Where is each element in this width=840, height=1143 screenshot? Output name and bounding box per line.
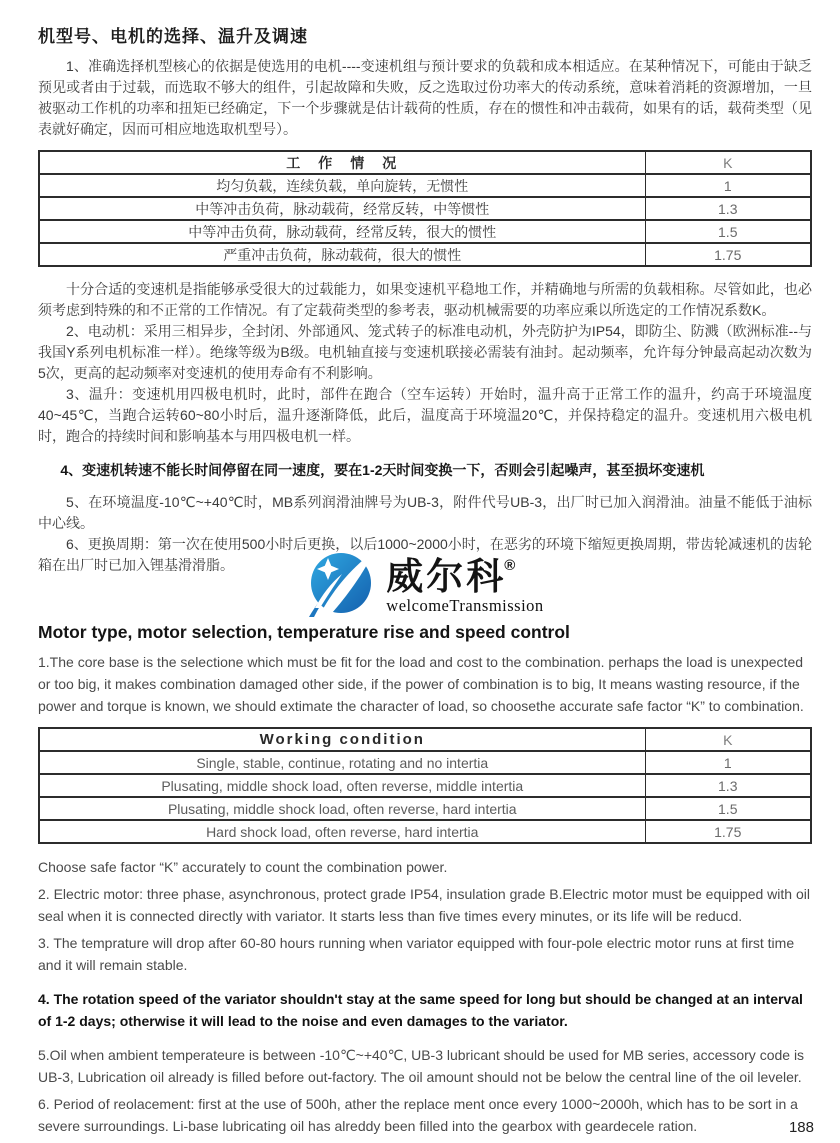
cn-condition-cell: 中等冲击负荷，脉动载荷，经常反转，中等惯性 [39, 197, 645, 220]
brand-logo-swoosh-icon [306, 550, 380, 618]
cn-paragraph-2: 十分合适的变速机是指能够承受很大的过载能力，如果变速机平稳地工作，并精确地与所需的负载相称。尽管如此，也必须考虑到特殊的和不正常的工作情况。有了定载荷类型的参考表，驱动机械需要的功率应乘以所选定的工作情况系数K。 [38, 281, 812, 318]
cn-table-header-row [39, 151, 811, 174]
cn-paragraph-3: 2、电动机：采用三相异步，全封闭、外部通风、笼式转子的标准电动机，外壳防护为IP54，即防尘、防溅（欧洲标准--与我国Y系列电机标准一样）。绝缘等级为B级。电机轴直接与变速机联接必需装有油封。起动频率，允许每分钟最高起动次数为5次，更高的起动频率对变速机的使用寿命有不利影响。 [38, 323, 812, 381]
brand-logo [306, 550, 543, 618]
table-row [39, 774, 811, 797]
brand-name-characters: 威尔科 [386, 556, 507, 597]
brand-name [386, 558, 543, 595]
en-paragraph-7: 6. Period of reolacement: first at the use of 500h, ather the replace ment once every 1000~2000h, which has to be sort in a severe surroundings. Li-base lubricating oil has alreddy been filled into the gearbox with geardecele ration. [38, 1096, 798, 1134]
cn-paragraph-7: 6、更换周期：第一次在使用500小时后更换，以后1000~2000小时，在恶劣的环境下缩短更换周期，带齿轮减速机的齿轮箱在出厂时已加入锂基滑滑脂。 [38, 536, 812, 573]
cn-k-cell: 1.75 [645, 243, 811, 266]
cn-condition-cell: 均匀负载，连续负载，单向旋转，无惯性 [39, 174, 645, 197]
table-row [39, 197, 811, 220]
en-condition-cell: Hard shock load, often reverse, hard intertia [39, 820, 645, 843]
en-paragraph-5-bold: 4. The rotation speed of the variator shouldn't stay at the same speed for long but should be changed at an interval of 1-2 days; otherwise it will lead to the noise and even damages to the variator. [38, 991, 803, 1029]
en-paragraph-6: 5.Oil when ambient temperateure is between -10℃~+40℃, UB-3 lubricant should be used for MB series, accessory code is UB-3, Lubrication oil already is filled before out-factory. The oil amount should not be below the central line of the oil leveler. [38, 1047, 805, 1085]
cn-k-cell: 1.5 [645, 220, 811, 243]
cn-condition-cell: 中等冲击负荷，脉动载荷，经常反转，很大的惯性 [39, 220, 645, 243]
en-section-title: Motor type, motor selection, temperature rise and speed control [38, 622, 570, 642]
brand-subtitle: welcomeTransmission [386, 596, 544, 615]
table-row [39, 751, 811, 774]
en-k-cell: 1.5 [645, 797, 811, 820]
cn-condition-cell: 严重冲击负荷，脉动载荷，很大的惯性 [39, 243, 645, 266]
cn-table-header-condition: 工 作 情 况 [39, 151, 645, 174]
cn-working-condition-table [38, 150, 812, 267]
en-paragraph-1: 1.The core base is the selectione which must be fit for the load and cost to the combination. perhaps the load is unexpected or too big, it makes combination damaged other side, if the power of combination is to big, It means wasting resource, if the power and torque is known, we should extimate the character of load, so choosethe accurate safe factor “K” to combination. [38, 654, 804, 714]
table-row [39, 220, 811, 243]
cn-paragraph-1: 1、准确选择机型核心的依据是使选用的电机----变速机组与预计要求的负载和成本相适应。在某种情况下，可能由于缺乏预见或者由于过载，而选取不够大的组件，引起故障和失败，反之选取过份功率大的传动系统，意味着消耗的资源增加，一旦被驱动工作机的功率和扭矩已经确定，下一个步骤就是估计载荷的性质，存在的惯性和冲击载荷，如果有的话，载荷类型（见表就好确定，因而可相应地选取机型号）。 [38, 58, 812, 137]
cn-paragraph-6: 5、在环境温度-10℃~+40℃时，MB系列润滑油牌号为UB-3，附件代号UB-3，出厂时已加入润滑油。油量不能低于油标中心线。 [38, 494, 812, 531]
en-k-cell: 1 [645, 751, 811, 774]
en-k-cell: 1.75 [645, 820, 811, 843]
en-k-cell: 1.3 [645, 774, 811, 797]
table-row [39, 820, 811, 843]
registered-trademark-symbol: ® [504, 556, 516, 574]
cn-paragraph-4: 3、温升：变速机用四极电机时，此时，部件在跑合（空车运转）开始时，温升高于正常工作的温升，约高于环境温度40~45℃，当跑合运转60~80小时后，温升逐渐降低，此后，温度高于环境温20℃，并保持稳定的温升。变速机用六极电机时，跑合的持续时间和影响基本与用四极电机一样。 [38, 386, 812, 444]
en-condition-cell: Plusating, middle shock load, often reverse, middle intertia [39, 774, 645, 797]
cn-k-cell: 1.3 [645, 197, 811, 220]
en-table-header-condition: Working condition [39, 728, 645, 751]
table-row [39, 797, 811, 820]
en-table-header-row [39, 728, 811, 751]
en-condition-cell: Single, stable, continue, rotating and no intertia [39, 751, 645, 774]
cn-table-header-k: K [645, 151, 811, 174]
table-row [39, 174, 811, 197]
page-number: 188 [788, 1119, 814, 1136]
cn-section-title: 机型号、电机的选择、温升及调速 [38, 27, 308, 46]
en-working-condition-table [38, 727, 812, 844]
cn-paragraph-5-bold: 4、变速机转速不能长时间停留在同一速度，要在1-2天时间变换一下，否则会引起噪声，甚至损坏变速机 [60, 462, 705, 478]
en-paragraph-4: 3. The temprature will drop after 60-80 hours running when variator equipped with four-pole electric motor runs at first time and it will remain stable. [38, 935, 795, 973]
en-paragraph-3: 2. Electric motor: three phase, asynchronous, protect grade IP54, insulation grade B.Electric motor must be equipped with oil seal when it is connected directly with variator. It starts less than five times every minutes, or its life will be reducd. [38, 886, 810, 924]
brand-logo-text [386, 550, 543, 616]
table-row [39, 243, 811, 266]
en-condition-cell: Plusating, middle shock load, often reverse, hard intertia [39, 797, 645, 820]
en-table-header-k: K [645, 728, 811, 751]
cn-k-cell: 1 [645, 174, 811, 197]
en-paragraph-2: Choose safe factor “K” accurately to count the combination power. [38, 859, 448, 875]
